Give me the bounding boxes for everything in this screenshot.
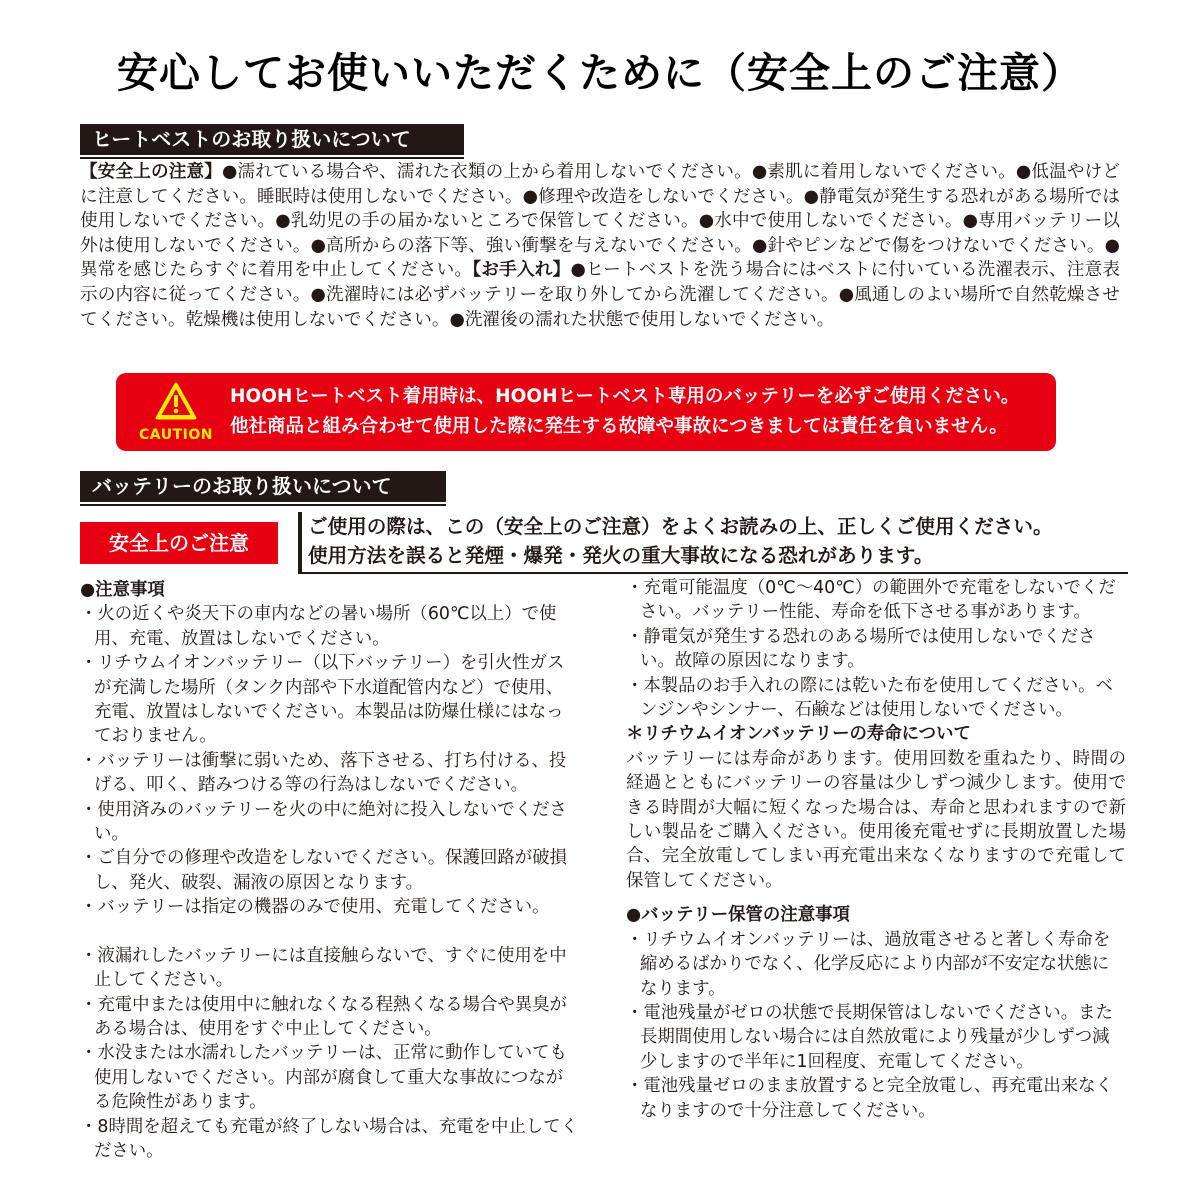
safety-intro-line-1: ご使用の際は、この（安全上のご注意）をよくお読みの上、正しくご使用ください。: [308, 515, 1053, 538]
vest-section-header: ヒートベストのお取り扱いについて: [80, 124, 464, 155]
list-item: ・水没または水濡れしたバッテリーは、正常に動作していても使用しないでください。内部が腐食して重大な事故につながる危険性があります。: [80, 1043, 567, 1113]
caution-line-2: 他社商品と組み合わせて使用した際に発生する故障や事故につきましては責任を負いません。: [230, 416, 1008, 437]
care-label: 【お手入れ】: [472, 260, 571, 281]
battery-life-heading: ＊リチウムイオンバッテリーの寿命について: [626, 724, 971, 745]
safety-text: ●濡れている場合や、濡れた衣類の上から着用しないでください。●素肌に着用しないでください。●低温やけどに注意してください。睡眠時は使用しないでください。●修理や改造をしないでください。●静電気が発生する恐れがある場所では使用しないでください。●乳幼児の手の届かないところで保管してください。●水中で使用しないでください。●専用バッテリー以外は使用しないでください。●高所からの落下等、強い衝撃を与えないでください。●針やピンなどで傷をつけないでください。●異常を感じたらすぐに着用を中止してください。: [80, 162, 1120, 281]
list-item: ・8時間を超えても充電が終了しない場合は、充電を中止してください。: [80, 1116, 579, 1161]
precautions-heading: ●注意事項: [80, 580, 165, 600]
list-item: ・リチウムイオンバッテリーは、過放電させると著しく寿命を縮めるばかりでなく、化学反応により内部が不安定な状態になります。: [626, 929, 1111, 999]
vest-instructions: [80, 160, 1120, 332]
page-title: 安心してお使いいただくために（安全上のご注意）: [117, 49, 1083, 97]
list-item: ・火の近くや炎天下の車内などの暑い場所（60℃以上）で使用、充電、放置はしないでください。: [80, 604, 557, 649]
list-item: ・充電中または使用中に触れなくなる程熱くなる場合や異臭がある場合は、使用をすぐ中止してください。: [80, 994, 567, 1039]
list-item: ・液漏れしたバッテリーには直接触らないで、すぐに使用を中止してください。: [80, 945, 567, 991]
spacer: [80, 920, 580, 944]
caution-line-1: HOOHヒートベスト着用時は、HOOHヒートベスト専用のバッテリーを必ずご使用ください。: [230, 386, 1020, 407]
spacer: [626, 893, 1126, 903]
list-item: ・バッテリーは衝撃に弱いため、落下させる、打ち付ける、投げる、叩く、踏みつける等の行為はしないでください。: [80, 750, 567, 796]
battery-life-text: バッテリーには寿命があります。使用回数を重ねたり、時間の経過とともにバッテリーの容量は少しずつ減少します。使用できる時間が大幅に短くなった場合は、寿命と思われますので新しい製品をご購入ください。使用後充電せずに長期放置した場合、完全放電してしまい再充電出来なくなりますので充電して保管してください。: [626, 748, 1126, 891]
list-item: ・充電可能温度（0℃～40℃）の範囲外で充電をしないでください。バッテリー性能、寿命を低下させる事があります。: [626, 578, 1116, 623]
storage-heading: ●バッテリー保管の注意事項: [626, 905, 850, 926]
list-item: ・本製品のお手入れの際には乾いた布を使用してください。ベンジンやシンナー、石鹸などは使用しないでください。: [626, 675, 1113, 721]
caution-mark: [124, 379, 224, 447]
care-text: ●ヒートベストを洗う場合にはベストに付いている洗濯表示、注意表示の内容に従ってください。●洗濯時には必ずバッテリーを取り外してから洗濯してください。●風通しのよい場所で自然乾燥させてください。乾燥機は使用しないでください。●洗濯後の濡れた状態で使用しないでください。: [80, 260, 1120, 330]
caution-banner: [116, 373, 1056, 451]
list-item: ・静電気が発生する恐れのある場所では使用しないでください。故障の原因になります。: [626, 626, 1096, 672]
caution-word: CAUTION: [139, 427, 213, 443]
safety-intro-line-2: 使用方法を誤ると発煙・爆発・発火の重大事故になる恐れがあります。: [308, 544, 934, 567]
safety-label: 【安全上の注意】: [80, 162, 222, 182]
list-item: ・ご自分での修理や改造をしないでください。保護回路が破損し、発火、破裂、漏液の原因となります。: [80, 848, 567, 893]
list-item: ・リチウムイオンバッテリー（以下バッテリー）を引火性ガスが充満した場所（タンク内部や下水道配管内など）で使用、充電、放置はしないでください。本製品は防爆仕様にはなっておりません。: [80, 653, 565, 747]
list-item: ・バッテリーは指定の機器のみで使用、充電してください。: [80, 897, 550, 918]
warning-triangle-icon: [154, 381, 198, 421]
safety-badge: 安全上のご注意: [80, 522, 278, 564]
battery-right-column: [626, 576, 1126, 1123]
list-item: ・電池残量がゼロの状態で長期保管はしないでください。また長期間使用しない場合には自然放電により残量が少しずつ減少しますので半年に1回程度、充電してください。: [626, 1002, 1113, 1072]
battery-section-header: バッテリーのお取り扱いについて: [80, 471, 446, 502]
battery-left-column: [80, 578, 580, 1163]
safety-intro: [298, 512, 1128, 574]
list-item: ・電池残量ゼロのまま放置すると完全放電し、再充電出来なくなりますので十分注意してください。: [626, 1076, 1113, 1121]
list-item: ・使用済みのバッテリーを火の中に絶対に投入しないでください。: [80, 799, 567, 845]
